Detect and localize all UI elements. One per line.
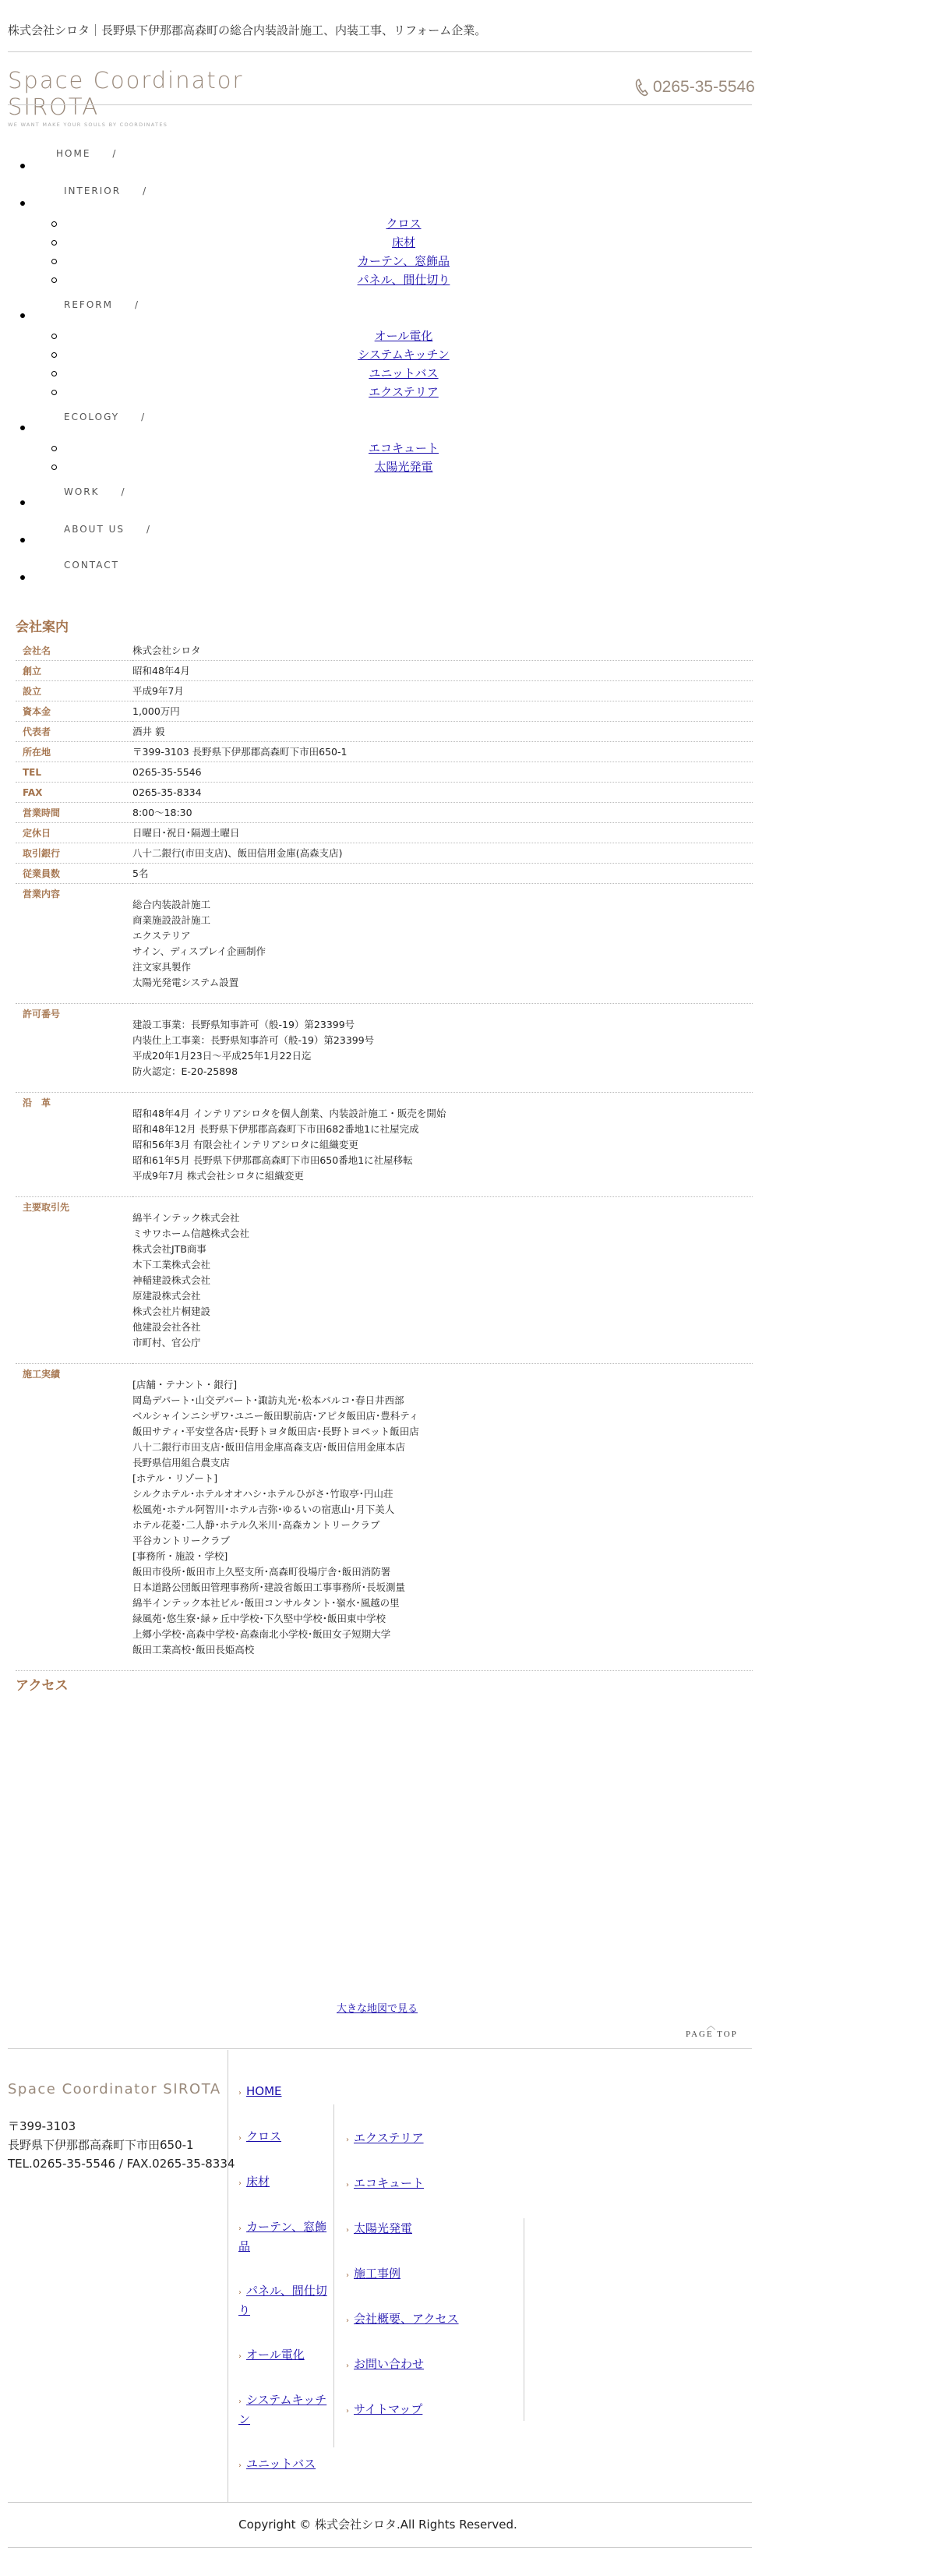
company-value-line: 商業施設設計施工 [132,914,211,926]
footer-divider-v2 [333,2104,334,2447]
footer-divider-bottom [8,2502,752,2503]
company-value-line: 松風苑･ホテル阿智川･ホテル吉弥･ゆるいの宿恵山･月下美人 [132,1504,395,1515]
bullet-icon: › [346,2181,349,2189]
company-value-line [132,1200,753,1210]
access-section-title: アクセス [16,1678,69,1694]
company-value-line: ミサワホーム信越株式会社 [132,1228,250,1239]
bullet-icon: › [346,2271,349,2280]
phone-icon [634,78,650,97]
company-value-line: 防火認定：E-20-25898 [132,1065,238,1077]
nav-bullet [20,426,25,430]
company-row-value [132,762,753,783]
footer-link[interactable]: エクステリア [354,2131,424,2145]
footer-address [8,2117,235,2173]
footer-logo[interactable]: Space Coordinator SIROTA [8,2081,221,2097]
company-row-label: 代表者 [16,722,132,742]
company-value-line: 昭和48年4月 [132,665,190,677]
company-row-value [132,864,753,884]
footer-link-item [238,2218,332,2255]
header-tel-number: 0265-35-5546 [653,78,755,96]
footer-link[interactable]: オール電化 [246,2348,305,2362]
footer-link-item [346,2355,486,2375]
chevron-up-icon: ︿ [706,2020,718,2031]
company-row [16,681,753,701]
company-value-line: 長野県信用組合農支店 [132,1457,231,1468]
header-phone [634,78,755,97]
company-row-label: 創立 [16,661,132,681]
company-row-value [132,1093,753,1197]
company-row-label: FAX [16,783,132,803]
company-value-line: 注文家具製作 [132,961,192,973]
footer-link-item [238,2455,332,2475]
company-table [16,641,753,1671]
nav-bullet [20,201,25,206]
company-value-line: 昭和61年5月 長野県下伊那郡高森町下市田650番地1に社屋移転 [132,1154,413,1166]
company-value-line [132,1366,753,1377]
nav-contact[interactable]: CONTACT [64,560,119,571]
nav-unit-bath[interactable]: ユニットバス [369,366,439,380]
company-value-line: [ホテル・リゾート] [132,1472,218,1484]
company-value-line: 岡島デパート･山交デパート･諏訪丸光･松本パルコ･春日井西部 [132,1394,404,1406]
company-value-line: 他建設会社各社 [132,1321,201,1333]
map-area[interactable] [16,1699,753,1988]
footer-tel-fax: TEL.0265-35-5546 / FAX.0265-35-8334 [8,2157,235,2171]
company-row-label: 施工実績 [16,1364,132,1671]
company-value-line: 8:00～18:30 [132,807,192,818]
nav-curtain[interactable]: カーテン、窓飾品 [357,254,450,268]
company-value-line: 平成9年7月 株式会社シロタに組織変更 [132,1170,304,1182]
company-row [16,803,753,823]
company-value-line: サイン、ディスプレイ企画制作 [132,945,266,957]
footer-link-item [346,2401,486,2420]
company-value-line [132,1184,753,1195]
company-row-value [132,843,753,864]
company-value-line: 八十二銀行(市田支店)、飯田信用金庫(高森支店) [132,847,343,859]
company-value-line: 平成9年7月 [132,685,184,697]
footer-link[interactable]: 施工事例 [354,2267,401,2281]
company-value-line: 綿半インテック本社ビル･飯田コンサルタント･嶺水･風越の里 [132,1597,400,1609]
site-tagline: 株式会社シロタ｜長野県下伊那郡高森町の総合内装設計施工、内装工事、リフォーム企業。 [8,23,487,37]
company-value-line: 日曜日･祝日･隔週土曜日 [132,827,240,839]
company-value-line: 木下工業株式会社 [132,1259,211,1270]
company-value-line: エクステリア [132,930,191,942]
company-value-line: 八十二銀行市田支店･飯田信用金庫高森支店･飯田信用金庫本店 [132,1441,406,1453]
site-logo[interactable] [8,67,296,128]
nav-about[interactable]: ABOUT US / [64,524,152,535]
bullet-icon: › [238,2288,242,2297]
bullet-icon: › [346,2316,349,2325]
company-value-line: 飯田サティ･平安堂各店･長野トヨタ飯田店･長野トヨペット飯田店 [132,1426,419,1437]
company-value-line: 総合内装設計施工 [132,899,211,910]
header-divider-bottom [8,104,752,105]
company-row-label: 従業員数 [16,864,132,884]
logo-subtitle: WE WANT MAKE YOUR SOULS BY COORDINATES [8,122,168,128]
company-row-label: 定休日 [16,823,132,843]
footer-link-item [238,2346,332,2366]
company-value-line: 株式会社JTB商事 [132,1243,206,1255]
nav-panel[interactable]: パネル、間仕切り [357,273,450,287]
footer-link[interactable]: クロス [246,2129,282,2143]
company-value-line: 酒井 毅 [132,726,165,737]
company-row-value [132,783,753,803]
company-row-value [132,1004,753,1093]
footer-zip: 〒399-3103 [8,2119,76,2133]
footer-link[interactable]: 床材 [246,2175,270,2189]
company-row-label: 営業内容 [16,884,132,1004]
company-value-line: ベルシャインニシザワ･ユニー飯田駅前店･アピタ飯田店･豊科ティ [132,1410,419,1422]
footer-link-item [346,2310,486,2330]
company-value-line [132,1080,753,1090]
company-value-line: 〒399-3103 長野県下伊那郡高森町下市田650-1 [132,746,348,758]
company-row [16,742,753,762]
nav-bullet [20,575,25,580]
company-row [16,823,753,843]
footer-link-item [346,2175,486,2194]
bullet-icon: › [346,2226,349,2235]
footer-link[interactable]: サイトマップ [354,2402,423,2416]
company-row-label: 取引銀行 [16,843,132,864]
company-value-line: 太陽光発電システム設置 [132,977,239,988]
company-row [16,762,753,783]
company-row-label: 営業時間 [16,803,132,823]
company-value-line [132,1006,753,1017]
company-row [16,1004,753,1093]
footer-link-item [238,2128,332,2147]
company-value-line: 0265-35-5546 [132,766,202,778]
company-value-line: 0265-35-8334 [132,786,202,798]
company-row-value [132,1364,753,1671]
company-value-line [132,1658,753,1669]
company-row-label: 沿 革 [16,1093,132,1197]
company-row-label: 許可番号 [16,1004,132,1093]
nav-system-kitchen[interactable]: システムキッチン [358,348,450,362]
nav-home[interactable]: HOME / [56,148,118,159]
nav-flooring[interactable]: 床材 [391,235,415,249]
company-row [16,783,753,803]
company-value-line: 昭和48年12月 長野県下伊那郡高森町下市田682番地1に社屋完成 [132,1123,419,1135]
large-map-link[interactable]: 大きな地図で見る [337,2003,418,2015]
company-row-value [132,641,753,661]
footer-link-item [346,2265,486,2284]
company-row [16,1093,753,1197]
nav-ecocute[interactable]: エコキュート [368,441,439,455]
company-value-line: 市町村、官公庁 [132,1337,201,1348]
footer-street: 長野県下伊那郡高森町下市田650-1 [8,2138,194,2152]
footer-link-item [238,2391,332,2428]
company-row-value [132,722,753,742]
company-value-line: 内装仕上工事業：長野県知事許可（般-19）第23399号 [132,1034,375,1046]
company-row-value [132,803,753,823]
bullet-icon: › [346,2136,349,2144]
company-value-line: 上郷小学校･高森中学校･高森南北小学校･飯田女子短期大学 [132,1628,391,1640]
company-value-line: 5名 [132,868,149,879]
nav-interior[interactable]: INTERIOR / [64,186,148,196]
company-value-line: 1,000万円 [132,705,180,717]
company-value-line [132,1095,753,1106]
page-top-button[interactable] [686,2022,738,2039]
company-row [16,1197,753,1364]
company-row [16,701,753,722]
company-value-line: 原建設株式会社 [132,1290,201,1302]
company-value-line: [事務所・施設・学校] [132,1550,228,1562]
company-row-value [132,701,753,722]
footer-link[interactable]: 太陽光発電 [354,2221,413,2235]
company-value-line: 株式会社シロタ [132,645,201,656]
nav-ecology[interactable]: ECOLOGY / [64,412,146,422]
header-divider [8,51,752,52]
company-value-line: 昭和48年4月 インテリアシロタを個人創業、内装設計施工・販売を開始 [132,1108,446,1119]
company-row-value [132,742,753,762]
footer-link[interactable]: お問い合わせ [354,2357,425,2371]
nav-exterior[interactable]: エクステリア [369,385,439,399]
bullet-icon: › [238,2224,242,2233]
company-row-label: TEL [16,762,132,783]
nav-bullet [20,313,25,318]
bullet-icon: › [238,2352,242,2361]
footer-link[interactable]: ユニットバス [246,2457,316,2471]
nav-work[interactable]: WORK / [64,486,126,497]
footer-divider-end [8,2547,752,2548]
nav-bullet [20,500,25,505]
footer-link[interactable]: エコキュート [354,2176,425,2190]
logo-text: Space Coordinator SIROTA [8,67,244,120]
nav-cloth[interactable]: クロス [386,217,422,231]
company-value-line: [店舗・テナント・銀行] [132,1379,238,1390]
company-row-value [132,884,753,1004]
company-row-value [132,681,753,701]
bullet-icon: › [238,2179,242,2188]
footer-link[interactable]: パネル、間仕切り [238,2284,327,2317]
nav-reform[interactable]: REFORM / [64,299,140,310]
company-row [16,641,753,661]
nav-bullet [20,164,25,168]
company-value-line: 株式会社片桐建設 [132,1306,211,1317]
footer-link[interactable]: HOME [246,2084,282,2098]
page-top-label: PAGE TOP [686,2030,738,2039]
company-row-label: 主要取引先 [16,1197,132,1364]
footer-link-item [238,2083,332,2102]
footer-link-item [346,2129,486,2149]
company-value-line: 緑風苑･悠生寮･緑ヶ丘中学校･下久堅中学校･飯田東中学校 [132,1613,386,1624]
nav-solar[interactable]: 太陽光発電 [374,460,433,474]
company-row-value [132,1197,753,1364]
company-row [16,722,753,742]
copyright: Copyright © 株式会社シロタ.All Rights Reserved. [238,2518,517,2532]
footer-link-item [238,2282,332,2319]
footer-link-item [346,2220,486,2239]
bullet-icon: › [346,2362,349,2370]
company-row-value [132,661,753,681]
company-value-line: 飯田工業高校･飯田長姫高校 [132,1644,255,1655]
company-value-line: 日本道路公団飯田管理事務所･建設省飯田工事事務所･長坂測量 [132,1581,406,1593]
company-value-line [132,1351,753,1362]
company-row-value [132,823,753,843]
company-row-label: 所在地 [16,742,132,762]
company-row-label: 設立 [16,681,132,701]
company-value-line: 神稲建設株式会社 [132,1274,211,1286]
footer-link-item [238,2173,332,2193]
company-row [16,1364,753,1671]
bullet-icon: › [238,2398,242,2406]
company-value-line [132,886,753,897]
company-row [16,884,753,1004]
company-row-label: 会社名 [16,641,132,661]
footer-link[interactable]: システムキッチン [238,2393,327,2426]
company-value-line: 建設工事業：長野県知事許可（般-19）第23399号 [132,1019,355,1030]
company-value-line: シルクホテル･ホテルオオハシ･ホテルひがさ･竹取亭･円山荘 [132,1488,393,1500]
company-value-line: 綿半インテック株式会社 [132,1212,240,1224]
company-row-label: 資本金 [16,701,132,722]
company-value-line: 飯田市役所･飯田市上久堅支所･高森町役場庁舎･飯田消防署 [132,1566,391,1578]
bullet-icon: › [238,2134,242,2143]
bullet-icon: › [238,2461,242,2470]
company-row [16,661,753,681]
company-row [16,843,753,864]
company-section-title: 会社案内 [16,620,69,635]
nav-bullet [20,538,25,542]
nav-all-electric[interactable]: オール電化 [374,329,433,343]
company-value-line [132,991,753,1002]
company-value-line: 平谷カントリークラブ [132,1535,231,1546]
company-value-line: ホテル花菱･二人静･ホテル久米川･高森カントリークラブ [132,1519,380,1531]
bullet-icon: › [238,2089,242,2097]
company-value-line: 平成20年1月23日～平成25年1月22日迄 [132,1050,312,1062]
bullet-icon: › [346,2407,349,2415]
company-value-line: 昭和56年3月 有限会社インテリアシロタに組織変更 [132,1139,358,1150]
company-row [16,864,753,884]
footer-divider-top [8,2048,752,2049]
footer-link[interactable]: 会社概要、アクセス [354,2312,459,2326]
footer-link[interactable]: カーテン、窓飾品 [238,2220,327,2253]
